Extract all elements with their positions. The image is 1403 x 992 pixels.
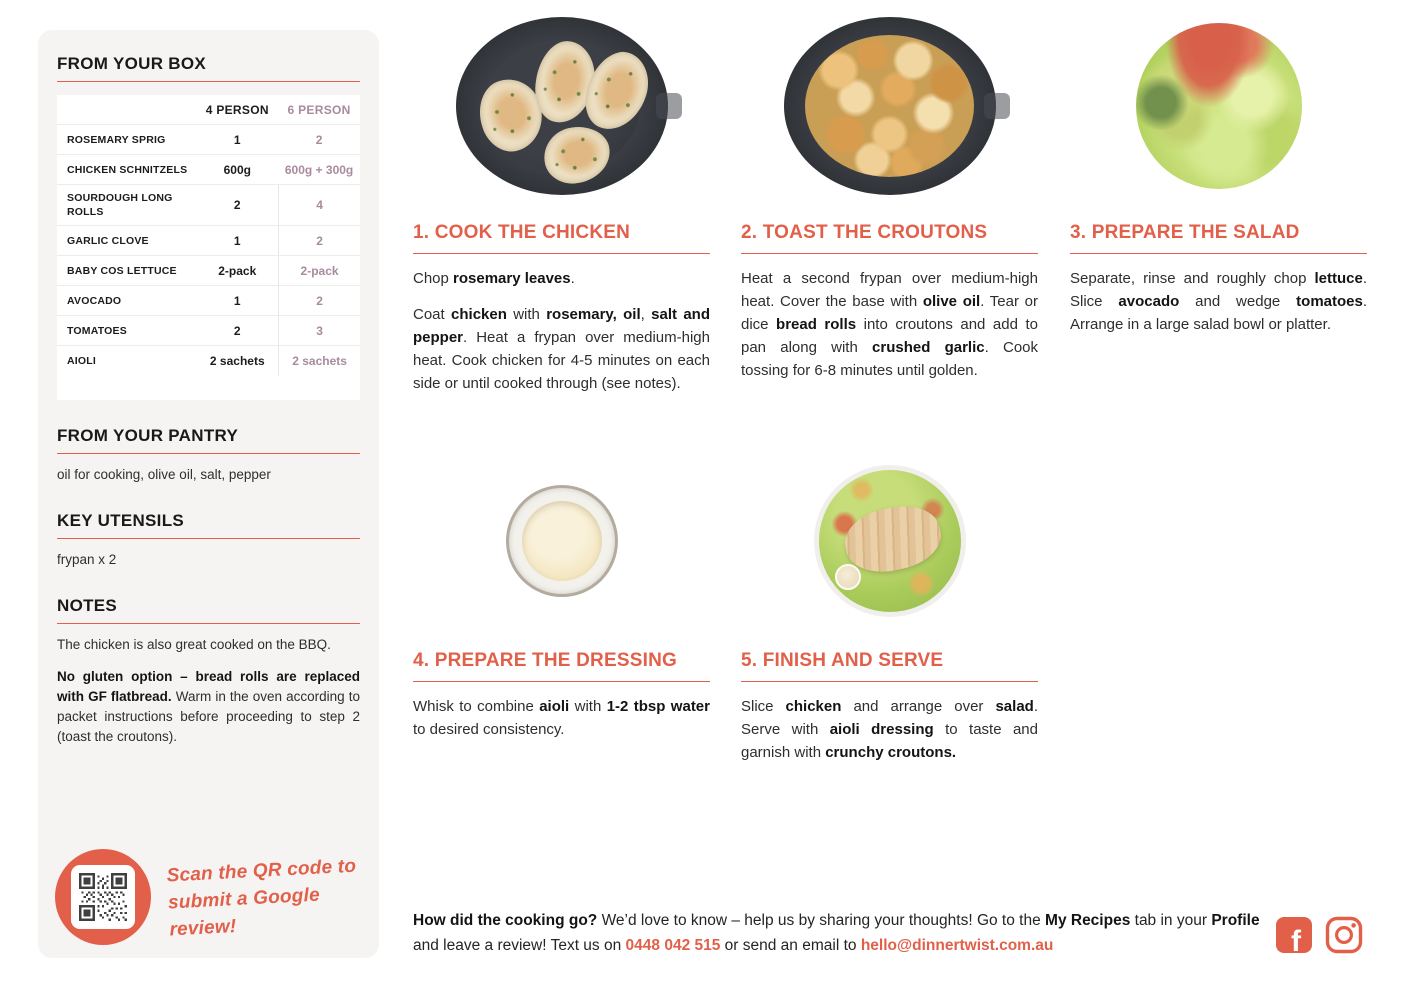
pan-handle: [984, 93, 1010, 119]
box-ingredients-table: [57, 95, 360, 400]
table-row: [57, 286, 360, 316]
accent-divider: [57, 81, 360, 82]
ingredient-name: CHICKEN SCHNITZELS: [67, 163, 188, 176]
step-3: [1070, 8, 1367, 336]
notes-text: [57, 635, 360, 747]
table-row: [57, 346, 360, 376]
finished-plate-illustration: [814, 465, 966, 617]
qty-4-person: 1: [233, 233, 241, 248]
table-row: [57, 226, 360, 256]
qty-6-person: 2 sachets: [278, 346, 360, 376]
photo-chicken-schnitzels-in-frypan: [413, 8, 710, 204]
qr-code-icon: [79, 873, 127, 921]
ingredient-name: TOMATOES: [67, 324, 127, 337]
table-row: [57, 125, 360, 155]
photo-aioli-dressing-bowl: [413, 448, 710, 634]
footer-middle: or send an email to: [720, 937, 861, 954]
utensils-section-title: KEY UTENSILS: [57, 511, 185, 530]
qty-4-person: 600g: [223, 162, 251, 177]
salad-bowl-illustration: [1136, 23, 1302, 189]
sidebar: [38, 30, 379, 958]
step-2: [741, 8, 1038, 382]
step-title: 2. TOAST THE CROUTONS: [741, 222, 988, 243]
utensils-section: [57, 511, 360, 570]
mini-dressing-bowl: [835, 564, 861, 590]
qty-6-person: 3: [278, 316, 360, 345]
step-1: [413, 8, 710, 395]
pantry-text: oil for cooking, olive oil, salt, pepper: [57, 467, 271, 482]
col-header-6-person: 6 PERSON: [287, 102, 351, 117]
accent-divider: [741, 253, 1038, 254]
table-row: [57, 256, 360, 286]
utensils-text: frypan x 2: [57, 552, 117, 567]
table-row: [57, 316, 360, 346]
table-header-spacer: [57, 104, 196, 116]
qty-4-person: 2 sachets: [209, 354, 265, 368]
accent-divider: [413, 253, 710, 254]
qty-4-person: 1: [233, 293, 241, 308]
step-instruction: Separate, rinse and roughly chop lettuce. Slice avocado and wedge tomatoes. Arrange in a large salad bowl or platter.: [1070, 270, 1368, 333]
social-icons: [1276, 916, 1363, 954]
col-header-4-person: 4 PERSON: [205, 102, 269, 117]
table-row: [57, 155, 360, 185]
qty-6-person: 2: [278, 226, 360, 255]
qty-6-person: 2: [315, 132, 323, 147]
step-4: [413, 448, 710, 741]
qty-4-person: 2: [233, 198, 241, 212]
qr-caption-line2: submit a Google review!: [167, 884, 321, 940]
frypan-illustration: [784, 17, 996, 195]
notes-section-title: NOTES: [57, 596, 118, 615]
qr-caption: [166, 851, 381, 943]
accent-divider: [413, 681, 710, 682]
step-title: 1. COOK THE CHICKEN: [413, 222, 631, 243]
accent-divider: [1070, 253, 1367, 254]
step-title: 3. PREPARE THE SALAD: [1070, 222, 1300, 243]
step-instruction: Coat chicken with rosemary, oil, salt and pepper. Heat a frypan over medium-high heat. Cook chicken for 4-5 minutes on each side or until cooked through (see notes).: [413, 306, 710, 392]
qr-code[interactable]: [55, 849, 151, 945]
qty-6-person: 4: [278, 185, 360, 225]
step-instruction: Chop rosemary leaves.: [413, 270, 575, 287]
qty-6-person: 2-pack: [278, 256, 360, 285]
qty-4-person: 2: [233, 323, 241, 338]
qr-review-block: [55, 849, 379, 945]
pan-handle: [656, 93, 682, 119]
accent-divider: [57, 623, 360, 624]
phone-number-link[interactable]: 0448 042 515: [625, 937, 721, 954]
notes-section: [57, 596, 360, 747]
footer-feedback-text: [413, 908, 1261, 958]
photo-salad-ingredients-bowl: [1070, 8, 1367, 204]
qty-6-person: 2: [278, 286, 360, 315]
table-header-row: [57, 95, 360, 125]
pantry-section: [57, 426, 360, 485]
ingredient-name: AVOCADO: [67, 294, 122, 307]
photo-croutons-in-frypan: [741, 8, 1038, 204]
qr-caption-line1: Scan the QR code to: [166, 855, 357, 887]
dressing-bowl-illustration: [506, 485, 618, 597]
photo-finished-salad-plate: [741, 448, 1038, 634]
step-title: 4. PREPARE THE DRESSING: [413, 650, 677, 671]
step-instruction: Slice chicken and arrange over salad. Serve with aioli dressing to taste and garnish with crunchy croutons.: [741, 698, 1038, 761]
ingredient-name: BABY COS LETTUCE: [67, 264, 177, 277]
accent-divider: [57, 538, 360, 539]
step-instruction: Heat a second frypan over medium-high heat. Cover the base with olive oil. Tear or dice bread rolls into croutons and add to pan along with crushed garlic. Cook tossing for 6-8 minutes until golden.: [741, 270, 1038, 379]
accent-divider: [741, 681, 1038, 682]
ingredient-name: AIOLI: [67, 355, 96, 367]
table-row: [57, 185, 360, 226]
email-link[interactable]: hello@dinnertwist.com.au: [860, 937, 1054, 954]
qty-6-person: 600g + 300g: [284, 162, 354, 177]
ingredient-name: ROSEMARY SPRIG: [67, 133, 166, 146]
facebook-icon[interactable]: f: [1276, 917, 1312, 953]
ingredient-name: SOURDOUGH LONG ROLLS: [67, 192, 173, 218]
ingredient-name: GARLIC CLOVE: [67, 234, 149, 247]
qty-4-person: 2-pack: [218, 263, 257, 278]
aioli-dressing: [522, 501, 602, 581]
notes-paragraph: The chicken is also great cooked on the BBQ.: [57, 637, 331, 652]
frypan-illustration: [456, 17, 668, 195]
qr-code-card: [71, 865, 135, 929]
notes-paragraph: No gluten option – bread rolls are replaced with GF flatbread. Warm in the oven according to packet instructions before proceeding to step 2 (toast the croutons).: [57, 669, 360, 744]
accent-divider: [57, 453, 360, 454]
qty-4-person: 1: [233, 132, 241, 147]
box-section-title: FROM YOUR BOX: [57, 54, 207, 73]
croutons: [805, 35, 975, 177]
step-5: [741, 448, 1038, 764]
step-title: 5. FINISH AND SERVE: [741, 650, 944, 671]
step-instruction: Whisk to combine aioli with 1-2 tbsp water to desired consistency.: [413, 698, 710, 738]
pantry-section-title: FROM YOUR PANTRY: [57, 426, 239, 445]
instagram-icon[interactable]: [1325, 916, 1363, 954]
footer-lead: How did the cooking go? We’d love to know – help us by sharing your thoughts! Go to the My Recipes tab in your Profile and leave a review! Text us on: [413, 912, 1260, 954]
